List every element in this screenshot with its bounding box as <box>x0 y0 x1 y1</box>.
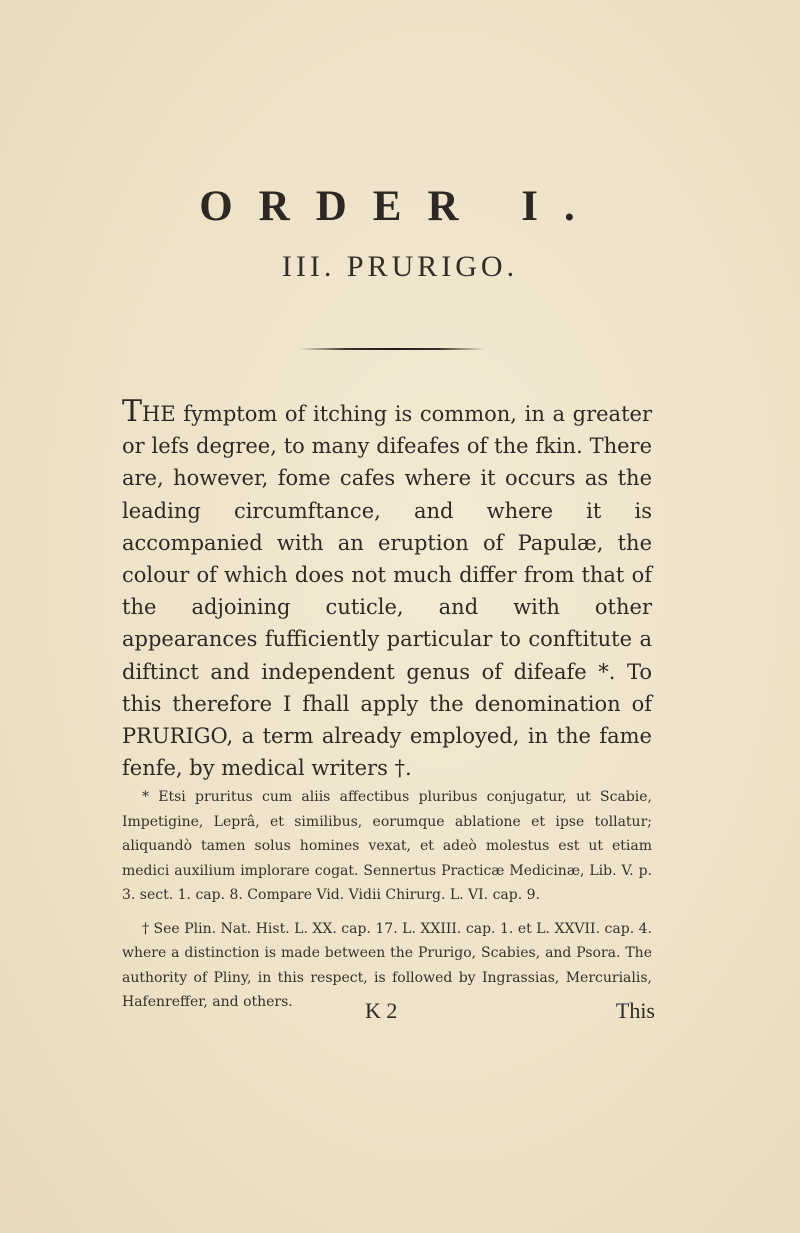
drop-letter: T <box>122 394 143 429</box>
body-text: HE fymptom of itching is common, in a greater or lefs degree, to many difeafes of the fkin. There are, however, fome cafes where it occurs as the leading circumftance, and where it is accompanied with an eruption of Papulæ, the colour of which does not much differ from that of the adjoining cuticle, and with other appearances fufficiently particular to conftitute a diftinct and independent genus of difeafe *. To this therefore I fhall apply the denomination of PRURIGO, a term already employed, in the fame fenfe, by medical writers †. <box>122 402 652 781</box>
section-title: III. PRURIGO. <box>281 250 519 283</box>
body-paragraph <box>122 394 652 784</box>
catchword: This <box>615 998 655 1023</box>
footnotes <box>122 785 652 1024</box>
decorative-rule <box>300 348 485 350</box>
order-heading: ORDER I. <box>199 183 601 230</box>
signature-mark: K 2 <box>365 998 398 1023</box>
footnote-2: † See Plin. Nat. Hist. L. XX. cap. 17. L. XXIII. cap. 1. et L. XXVII. cap. 4. where a distinction is made between the Prurigo, Scabies, and Psora. The authority of Pliny, in this respect, is followed by Ingrassias, Mercurialis, Hafenreffer, and others. <box>122 920 652 1010</box>
footnote-1: * Etsi pruritus cum aliis affectibus pluribus conjugatur, ut Scabie, Impetigine, Leprâ, et similibus, eorumque ablatione et ipse tollatur; aliquandò tamen solus homines vexat, et adeò molestus est ut etiam medici auxilium implorare cogat. Sennertus Practicæ Medicinæ, Lib. V. p. 3. sect. 1. cap. 8. Compare Vid. Vidii Chirurg. L. VI. cap. 9. <box>122 789 652 903</box>
